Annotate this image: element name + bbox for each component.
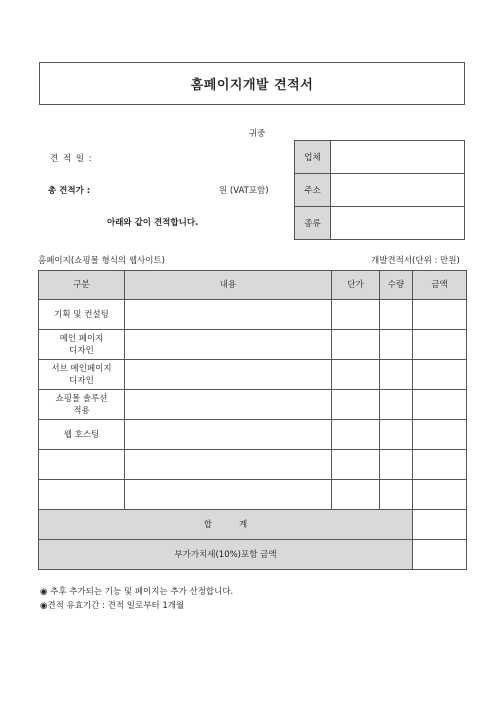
- cell-content: [125, 330, 332, 360]
- vendor-row: [295, 174, 465, 207]
- table-row: [39, 360, 467, 390]
- cell-amount: [413, 330, 467, 360]
- header-category: 구분: [39, 271, 125, 300]
- vendor-value-type: [331, 207, 465, 240]
- total-price-unit: 원 (VAT포함): [219, 186, 269, 196]
- vendor-label-company: 업체: [295, 141, 331, 174]
- vendor-row: [295, 141, 465, 174]
- cell-quantity: [380, 330, 413, 360]
- cell-category: 기획 및 컨설팅: [39, 300, 125, 330]
- cell-amount: [413, 420, 467, 450]
- unit-note: 개발견적서(단위 : 만원): [371, 256, 460, 266]
- vat-row: [39, 540, 467, 570]
- cell-quantity: [380, 450, 413, 480]
- vat-amount: [413, 540, 467, 570]
- recipient-label: 귀중: [249, 129, 266, 139]
- cell-content: [125, 450, 332, 480]
- cell-category: [39, 450, 125, 480]
- table-row: [39, 390, 467, 420]
- cell-quantity: [380, 480, 413, 510]
- vendor-label-address: 주소: [295, 174, 331, 207]
- vendor-value-company: [331, 141, 465, 174]
- cell-amount: [413, 360, 467, 390]
- estimate-date-label: 견 적 일 :: [50, 154, 93, 164]
- cell-amount: [413, 480, 467, 510]
- note-line: ◉견적 유효기간 : 견적 일로부터 1개월: [40, 601, 185, 611]
- vendor-value-address: [331, 174, 465, 207]
- cell-unit-price: [332, 360, 380, 390]
- estimate-table: [38, 270, 467, 570]
- cell-unit-price: [332, 480, 380, 510]
- cell-amount: [413, 450, 467, 480]
- cell-content: [125, 480, 332, 510]
- vendor-row: [295, 207, 465, 240]
- cell-quantity: [380, 360, 413, 390]
- cell-amount: [413, 300, 467, 330]
- notes: [40, 585, 233, 613]
- cell-unit-price: [332, 330, 380, 360]
- closing-text: 아래와 같이 견적합니다.: [107, 218, 199, 228]
- cell-unit-price: [332, 450, 380, 480]
- cell-category: 메인 페이지 디자인: [39, 330, 125, 360]
- vendor-label-type: 종류: [295, 207, 331, 240]
- vat-label: 부가가치세(10%)포함 금액: [39, 540, 413, 570]
- table-header-row: [39, 271, 467, 300]
- table-row: [39, 480, 467, 510]
- sum-amount: [413, 510, 467, 540]
- cell-category: 서브 메인페이지 디자인: [39, 360, 125, 390]
- cell-quantity: [380, 390, 413, 420]
- cell-unit-price: [332, 300, 380, 330]
- table-row: [39, 330, 467, 360]
- section-title: 홈페이지(쇼핑몰 형식의 웹사이트): [38, 256, 165, 266]
- cell-quantity: [380, 420, 413, 450]
- cell-amount: [413, 390, 467, 420]
- sum-row: [39, 510, 467, 540]
- cell-content: [125, 300, 332, 330]
- header-amount: 금액: [413, 271, 467, 300]
- cell-quantity: [380, 300, 413, 330]
- cell-category: 쇼핑몰 솔루션 적용: [39, 390, 125, 420]
- vendor-info-table: [294, 140, 465, 240]
- cell-unit-price: [332, 420, 380, 450]
- cell-category: 웹 호스팅: [39, 420, 125, 450]
- header-content: 내용: [125, 271, 332, 300]
- sum-label: 합 계: [39, 510, 413, 540]
- document-title: 홈페이지개발 견적서: [39, 62, 465, 105]
- header-unit-price: 단가: [332, 271, 380, 300]
- note-line: ◉ 추후 추가되는 기능 및 페이지는 추가 산정합니다.: [40, 587, 234, 597]
- cell-unit-price: [332, 390, 380, 420]
- table-row: [39, 420, 467, 450]
- header-quantity: 수량: [380, 271, 413, 300]
- cell-content: [125, 360, 332, 390]
- cell-category: [39, 480, 125, 510]
- table-row: [39, 450, 467, 480]
- table-row: [39, 300, 467, 330]
- cell-content: [125, 390, 332, 420]
- cell-content: [125, 420, 332, 450]
- total-price-label: 총 견적가 :: [48, 186, 91, 196]
